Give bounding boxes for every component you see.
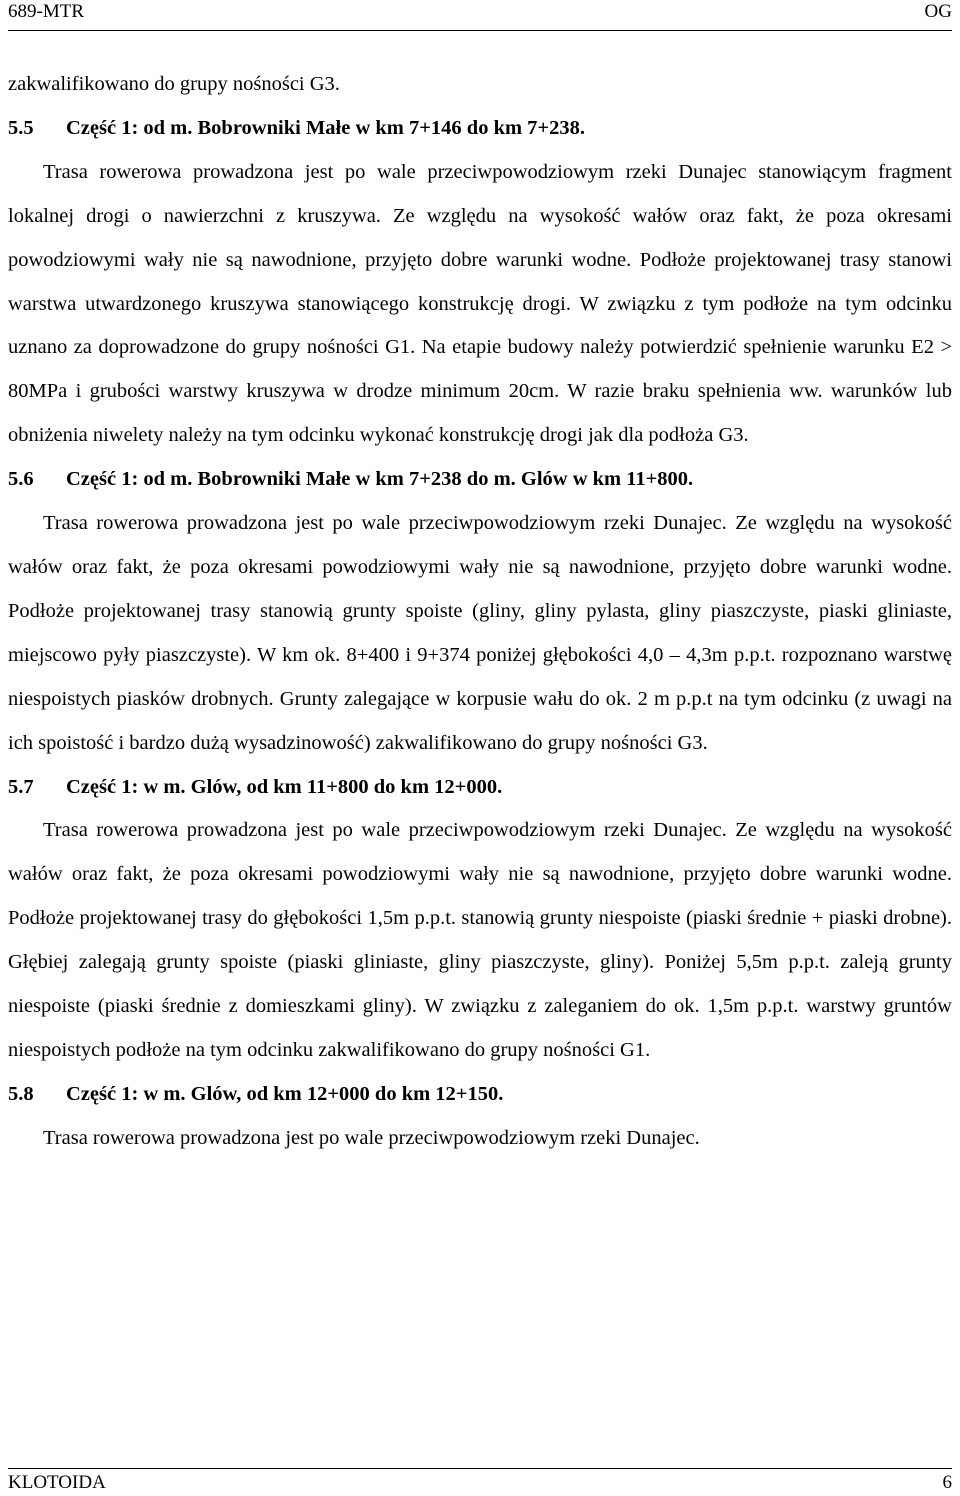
page-header [8,0,952,31]
section-heading-5-8 [8,1073,952,1117]
section-title: Część 1: w m. Glów, od km 11+800 do km 12+000. [66,775,503,798]
header-doc-type: OG [924,1,952,22]
page-footer [8,1468,952,1493]
section-paragraph-5-6: Trasa rowerowa prowadzona jest po wale przeciwpowodziowym rzeki Dunajec. Ze względu na wysokość wałów oraz fakt, że poza okresami powodziowymi wały nie są nawodnione, przyjęto dobre warunki wodne. Podłoże projektowanej trasy stanowią grunty spoiste (gliny, gliny pylasta, gliny piaszczyste, piaski gliniaste, miejscowo pyły piaszczyste). W km ok. 8+400 i 9+374 poniżej głębokości 4,0 – 4,3m p.p.t. rozpoznano warstwę niespoistych piasków drobnych. Grunty zalegające w korpusie wału do ok. 2 m p.p.t na tym odcinku (z uwagi na ich spoistość i bardzo dużą wysadzinowość) zakwalifikowano do grupy nośności G3. [8,512,952,754]
section-paragraph-5-8: Trasa rowerowa prowadzona jest po wale przeciwpowodziowym rzeki Dunajec. [43,1126,700,1149]
section-heading-5-6 [8,458,952,502]
section-number: 5.7 [8,775,34,798]
section-number: 5.5 [8,116,34,139]
section-paragraph-5-7: Trasa rowerowa prowadzona jest po wale przeciwpowodziowym rzeki Dunajec. Ze względu na wysokość wałów oraz fakt, że poza okresami powodziowymi wały nie są nawodnione, przyjęto dobre warunki wodne. Podłoże projektowanej trasy do głębokości 1,5m p.p.t. stanowią grunty niespoiste (piaski średnie + piaski drobne). Głębiej zalegają grunty spoiste (piaski gliniaste, gliny piaszczyste, gliny). Poniżej 5,5m p.p.t. zaleją grunty niespoiste (piaski średnie z domieszkami gliny). W związku z zaleganiem do ok. 1,5m p.p.t. warstwy gruntów niespoistych podłoże na tym odcinku zakwalifikowano do grupy nośności G1. [8,819,952,1061]
section-paragraph-5-5: Trasa rowerowa prowadzona jest po wale przeciwpowodziowym rzeki Dunajec stanowiącym fragment lokalnej drogi o nawierzchni z kruszywa. Ze względu na wysokość wałów oraz fakt, że poza okresami powodziowymi wały nie są nawodnione, przyjęto dobre warunki wodne. Podłoże projektowanej trasy stanowi warstwa utwardzonego kruszywa stanowiącego konstrukcję drogi. W związku z tym podłoże na tym odcinku uznano za doprowadzone do grupy nośności G1. Na etapie budowy należy potwierdzić spełnienie warunku E2 > 80MPa i grubości warstwy kruszywa w drodze minimum 20cm. W razie braku spełnienia ww. warunków lub obniżenia niwelety należy na tym odcinku wykonać konstrukcję drogi jak dla podłoża G3. [8,160,952,447]
footer-company: KLOTOIDA [8,1472,106,1493]
section-heading-5-5 [8,107,952,151]
section-title: Część 1: w m. Glów, od km 12+000 do km 12+150. [66,1082,504,1105]
section-number: 5.8 [8,1082,34,1105]
section-number: 5.6 [8,468,34,491]
section-title: Część 1: od m. Bobrowniki Małe w km 7+146 do km 7+238. [66,116,585,139]
document-body [8,63,952,1161]
page-number: 6 [942,1472,952,1493]
section-heading-5-7 [8,766,952,810]
section-title: Część 1: od m. Bobrowniki Małe w km 7+238 do m. Glów w km 11+800. [66,468,694,491]
header-doc-code: 689-MTR [8,1,84,22]
intro-paragraph: zakwalifikowano do grupy nośności G3. [8,73,340,95]
